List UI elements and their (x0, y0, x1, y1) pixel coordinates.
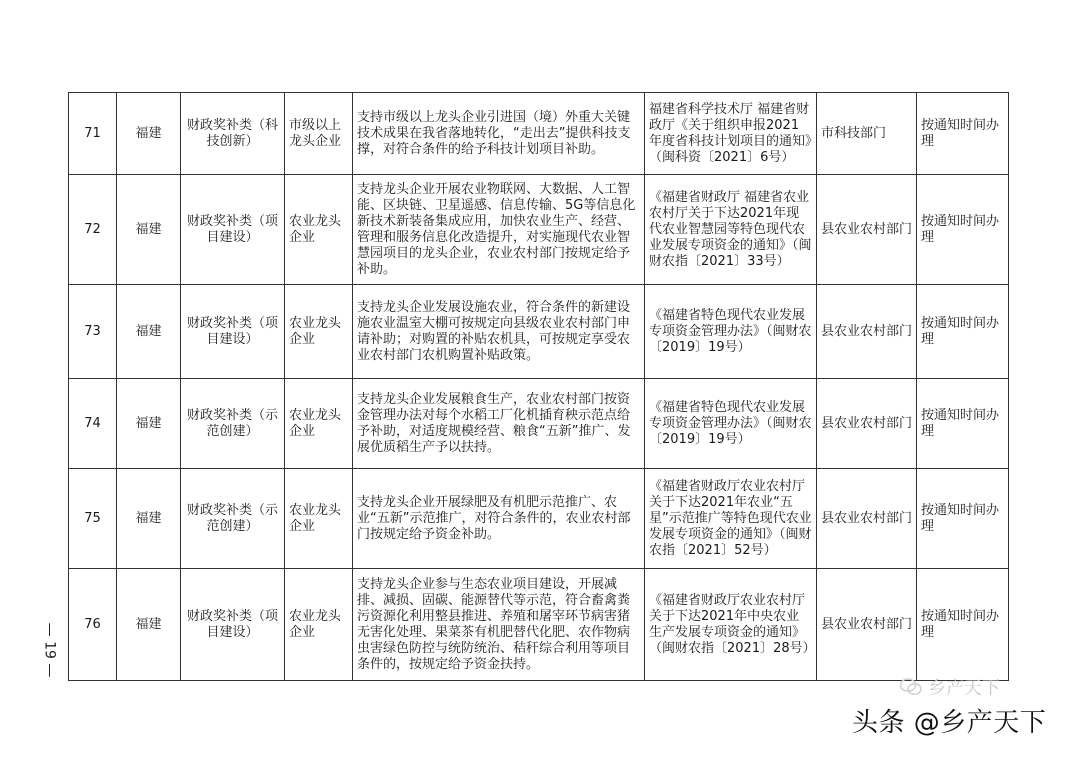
faint-logo (900, 674, 1000, 700)
table-row (69, 569, 1009, 681)
content-cell: 支持龙头企业参与生态农业项目建设，开展减排、减损、固碳、能源替代等示范，符合畜禽粪污资源化利用整县推进、养殖和屠宰环节病害猪无害化处理、果菜茶有机肥替代化肥、农作物病虫害绿色防控与统防统治、秸秆综合利用等项目条件的，按规定给予资金扶持。 (353, 569, 645, 681)
basis-cell: 《福建省财政厅 福建省农业农村厅关于下达2021年现代农业智慧园等特色现代农业发展专项资金的通知》（闽财农指〔2021〕33号） (645, 175, 817, 285)
content-cell: 支持龙头企业开展绿肥及有机肥示范推广、农业“五新”示范推广，对符合条件的，农业农村部门按规定给予资金补助。 (353, 469, 645, 569)
page-number (38, 600, 60, 700)
wechat-icon (900, 678, 922, 696)
row-number: 74 (69, 379, 117, 469)
policy-type-cell: 财政奖补类（示范创建） (181, 379, 285, 469)
row-number: 76 (69, 569, 117, 681)
row-number: 73 (69, 285, 117, 379)
subject-cell: 农业龙头企业 (285, 175, 353, 285)
time-cell: 按通知时间办理 (917, 569, 1009, 681)
time-cell: 按通知时间办理 (917, 175, 1009, 285)
policy-type-cell: 财政奖补类（项目建设） (181, 285, 285, 379)
time-cell: 按通知时间办理 (917, 379, 1009, 469)
province-cell: 福建 (117, 569, 181, 681)
content-cell: 支持龙头企业发展设施农业，符合条件的新建设施农业温室大棚可按规定向县级农业农村部门申请补助；对购置的补贴农机具，可按规定享受农业农村部门农机购置补贴政策。 (353, 285, 645, 379)
policy-table (68, 92, 1009, 681)
department-cell: 市科技部门 (817, 93, 917, 175)
province-cell: 福建 (117, 469, 181, 569)
time-cell: 按通知时间办理 (917, 285, 1009, 379)
province-cell: 福建 (117, 175, 181, 285)
row-number: 75 (69, 469, 117, 569)
table-row (69, 175, 1009, 285)
policy-type-cell: 财政奖补类（示范创建） (181, 469, 285, 569)
page-number-text: — 19 — (41, 622, 57, 678)
province-cell: 福建 (117, 379, 181, 469)
subject-cell: 市级以上龙头企业 (285, 93, 353, 175)
time-cell: 按通知时间办理 (917, 469, 1009, 569)
table-row (69, 469, 1009, 569)
basis-cell: 《福建省财政厅农业农村厅关于下达2021年农业“五星”示范推广等特色现代农业发展专项资金的通知》（闽财农指〔2021〕52号） (645, 469, 817, 569)
table-row (69, 379, 1009, 469)
subject-cell: 农业龙头企业 (285, 569, 353, 681)
policy-type-cell: 财政奖补类（项目建设） (181, 175, 285, 285)
subject-cell: 农业龙头企业 (285, 285, 353, 379)
watermark-text: 头条 @乡产天下 (852, 708, 1047, 738)
department-cell: 县农业农村部门 (817, 379, 917, 469)
policy-type-cell: 财政奖补类（项目建设） (181, 569, 285, 681)
department-cell: 县农业农村部门 (817, 569, 917, 681)
policy-type-cell: 财政奖补类（科技创新） (181, 93, 285, 175)
subject-cell: 农业龙头企业 (285, 379, 353, 469)
table-row (69, 93, 1009, 175)
department-cell: 县农业农村部门 (817, 175, 917, 285)
faint-logo-text: 乡产天下 (928, 678, 1000, 699)
table-row (69, 285, 1009, 379)
subject-cell: 农业龙头企业 (285, 469, 353, 569)
department-cell: 县农业农村部门 (817, 469, 917, 569)
time-cell: 按通知时间办理 (917, 93, 1009, 175)
province-cell: 福建 (117, 285, 181, 379)
basis-cell: 《福建省特色现代农业发展专项资金管理办法》（闽财农〔2019〕19号） (645, 379, 817, 469)
basis-cell: 《福建省财政厅农业农村厅关于下达2021年中央农业生产发展专项资金的通知》（闽财农指〔2021〕28号） (645, 569, 817, 681)
content-cell: 支持市级以上龙头企业引进国（境）外重大关键技术成果在我省落地转化，“走出去”提供科技支撑，对符合条件的给予科技计划项目补助。 (353, 93, 645, 175)
watermark (852, 702, 1046, 739)
province-cell: 福建 (117, 93, 181, 175)
row-number: 72 (69, 175, 117, 285)
basis-cell: 福建省科学技术厅 福建省财政厅《关于组织申报2021年度省科技计划项目的通知》（闽科资〔2021〕6号） (645, 93, 817, 175)
content-cell: 支持龙头企业开展农业物联网、大数据、人工智能、区块链、卫星遥感、信息传输、5G等信息化新技术新装备集成应用，加快农业生产、经营、管理和服务信息化改造提升，对实施现代农业智慧园项目的龙头企业，农业农村部门按规定给予补助。 (353, 175, 645, 285)
row-number: 71 (69, 93, 117, 175)
department-cell: 县农业农村部门 (817, 285, 917, 379)
content-cell: 支持龙头企业发展粮食生产，农业农村部门按资金管理办法对每个水稻工厂化机插育秧示范点给予补助，对适度规模经营、粮食“五新”推广、发展优质稻生产予以扶持。 (353, 379, 645, 469)
basis-cell: 《福建省特色现代农业发展专项资金管理办法》（闽财农〔2019〕19号） (645, 285, 817, 379)
